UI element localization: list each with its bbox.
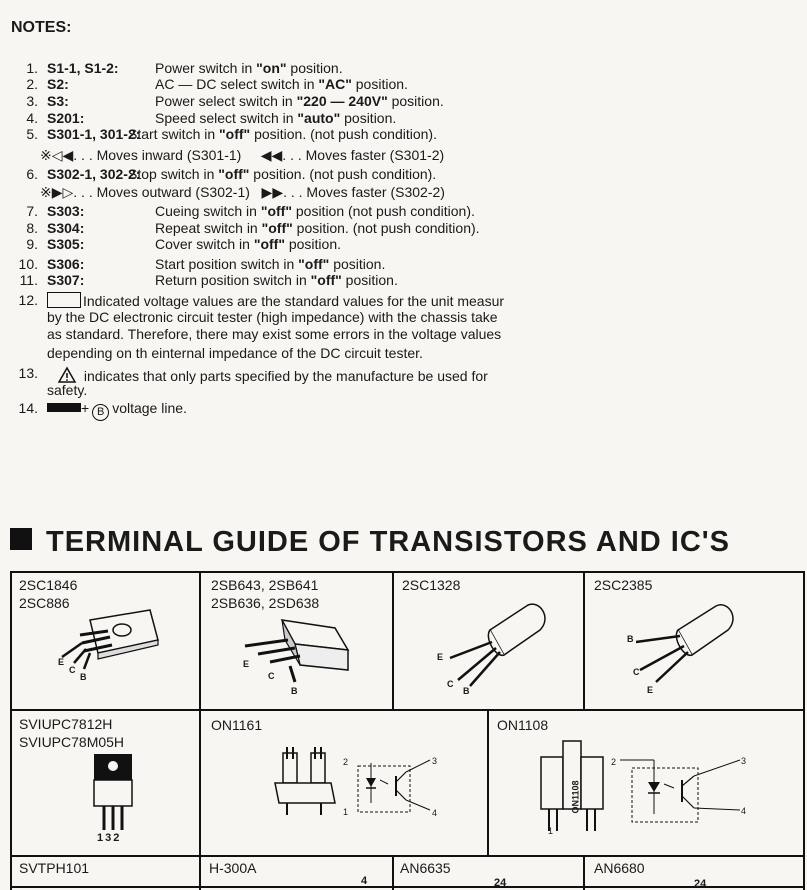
- part-number: 2SC1846: [19, 577, 78, 593]
- pin-label: B: [80, 672, 87, 682]
- pin-number: 4: [361, 875, 368, 887]
- b-circle-icon: B: [92, 404, 109, 421]
- note-number: 6.: [26, 166, 38, 182]
- note-number: 12.: [18, 292, 38, 308]
- plus-sign: +: [81, 400, 90, 416]
- desc-text: Cover switch in: [155, 236, 254, 252]
- switch-label: S201:: [47, 110, 85, 126]
- transistor-to92-drawing: [630, 600, 750, 695]
- cell-sviupc7812h: [19, 715, 124, 751]
- body-label: ON1108: [570, 780, 581, 814]
- part-number: AN6635: [400, 860, 451, 876]
- desc-text: position.: [284, 236, 342, 252]
- note-number: 10.: [18, 256, 38, 272]
- b-voltage-line-icon: [47, 403, 81, 412]
- switch-label: S303:: [47, 203, 85, 219]
- cell-an6635: [400, 859, 451, 877]
- desc-text: Speed select switch in: [155, 110, 298, 126]
- note-number: 13.: [18, 365, 38, 381]
- table-divider: [392, 571, 394, 710]
- cell-2sc2385: [594, 576, 652, 594]
- switch-description: [155, 110, 396, 126]
- cell-on1108: [497, 716, 548, 734]
- warning-triangle-icon: [58, 367, 76, 383]
- pin-label: C: [633, 667, 640, 677]
- pin-number: 3: [432, 756, 438, 766]
- switch-position: "220 — 240V": [296, 93, 388, 109]
- part-number: ON1161: [211, 717, 263, 733]
- note-13-line-2: safety.: [47, 382, 88, 398]
- part-number: SVIUPC78M05H: [19, 734, 125, 750]
- desc-text: Return position switch in: [155, 272, 311, 288]
- pin-number: 1: [548, 826, 554, 836]
- optocoupler-schematic: [620, 758, 750, 828]
- pin-label: C: [69, 665, 76, 675]
- desc-text: position. (not push condition).: [250, 126, 437, 142]
- pin-number: 1: [343, 807, 349, 817]
- pin-label: E: [243, 659, 250, 669]
- switch-label: S307:: [47, 272, 85, 288]
- table-divider: [583, 571, 585, 710]
- desc-text: Power switch in: [155, 60, 257, 76]
- switch-description: [155, 60, 343, 76]
- note-12-line-1: Indicated voltage values are the standard values for the unit measur: [83, 293, 505, 309]
- desc-text: Power select switch in: [155, 93, 297, 109]
- switch-position: "on": [256, 60, 287, 76]
- notes-title: NOTES:: [11, 19, 72, 36]
- pin-label: E: [437, 652, 444, 662]
- cell-2sb643: [211, 576, 319, 612]
- part-number: ON1108: [497, 717, 549, 733]
- part-number: 2SB636, 2SD638: [211, 595, 320, 611]
- switch-label: S1-1, S1-2:: [47, 60, 119, 76]
- switch-description: [128, 126, 437, 142]
- desc-text: position.: [387, 93, 444, 109]
- desc-text: position.: [340, 110, 397, 126]
- transistor-to126-drawing: [50, 605, 170, 690]
- part-number: 2SC886: [19, 595, 70, 611]
- table-divider: [583, 855, 585, 890]
- cell-h300a: [209, 859, 256, 877]
- switch-label: S2:: [47, 76, 69, 92]
- switch-description: [155, 236, 341, 252]
- switch-label: S301-1, 301-2:: [47, 126, 141, 142]
- switch-position: "off": [219, 126, 251, 142]
- part-number: 2SC1328: [402, 577, 461, 593]
- note-number: 11.: [19, 272, 38, 288]
- pin-number: 2: [343, 757, 349, 767]
- pin-label: B: [463, 686, 470, 696]
- desc-text: AC — DC select switch in: [155, 76, 319, 92]
- pin-number: 3: [741, 756, 747, 766]
- switch-description: [128, 166, 436, 182]
- note-number: 8.: [26, 220, 38, 236]
- desc-text: Start position switch in: [155, 256, 299, 272]
- note-5-legend: ※◁◀. . . Moves inward (S301-1) ◀◀. . . Moves faster (S301-2): [40, 147, 445, 163]
- pin-label: B: [627, 634, 634, 644]
- pin-number: 24: [494, 877, 507, 889]
- note-number: 9.: [26, 236, 38, 252]
- switch-position: "AC": [318, 76, 352, 92]
- switch-position: "off": [218, 166, 250, 182]
- switch-position: "off": [298, 256, 330, 272]
- section-title: [10, 526, 730, 559]
- optocoupler-schematic: [350, 756, 438, 818]
- desc-text: position.: [351, 76, 408, 92]
- note-number: 14.: [18, 400, 38, 416]
- cell-an6680: [594, 859, 645, 877]
- switch-description: [155, 203, 475, 219]
- desc-text: position. (not push condition).: [249, 166, 437, 182]
- note-13-line-1: indicates that only parts specified by the manufacture be used for: [83, 368, 488, 384]
- switch-description: [155, 76, 408, 92]
- desc-text: Start switch in: [128, 126, 220, 142]
- pin-number: 2: [611, 757, 617, 767]
- part-number: 2SB643, 2SB641: [211, 577, 319, 593]
- part-number: H-300A: [209, 860, 257, 876]
- cell-on1161: [211, 716, 262, 734]
- note-number: 2.: [26, 76, 38, 92]
- note-12-line-3: as standard. Therefore, there may exist some errors in the voltage values: [47, 326, 502, 342]
- switch-description: [155, 256, 385, 272]
- table-divider: [199, 571, 201, 710]
- switch-label: S3:: [47, 93, 69, 109]
- pin-number: 4: [741, 806, 747, 816]
- switch-label: S305:: [47, 236, 85, 252]
- table-divider: [199, 709, 201, 890]
- switch-position: "off": [260, 203, 292, 219]
- pin-label: C: [447, 679, 454, 689]
- note-6-legend: ※▶▷. . . Moves outward (S302-1) ▶▶. . . Moves faster (S302-2): [40, 184, 445, 200]
- switch-position: "auto": [297, 110, 341, 126]
- switch-position: "off": [253, 236, 285, 252]
- indicator-box-icon: [47, 292, 81, 308]
- pin-number: 4: [432, 808, 438, 818]
- part-number: SVTPH101: [19, 860, 90, 876]
- photo-interrupter-drawing: [265, 745, 345, 820]
- switch-position: "off": [310, 272, 342, 288]
- regulator-ic-drawing: [88, 752, 138, 842]
- note-number: 7.: [26, 203, 38, 219]
- desc-text: position.: [341, 272, 398, 288]
- pin-label: E: [647, 685, 654, 695]
- switch-label: S306:: [47, 256, 85, 272]
- pin-label: E: [58, 657, 65, 667]
- section-title-text: TERMINAL GUIDE OF TRANSISTORS AND IC'S: [46, 526, 731, 558]
- switch-description: [155, 272, 398, 288]
- switch-description: [155, 220, 480, 236]
- part-number: SVIUPC7812H: [19, 716, 113, 732]
- desc-text: Repeat switch in: [155, 220, 262, 236]
- switch-label: S302-1, 302-2:: [47, 166, 141, 182]
- note-number: 4.: [26, 110, 38, 126]
- table-divider: [487, 709, 489, 857]
- table-bottom-edge: [10, 886, 805, 888]
- note-number: 5.: [26, 126, 38, 142]
- table-divider: [10, 709, 805, 711]
- note-number: 1.: [26, 60, 38, 76]
- pin-number: 24: [694, 878, 707, 890]
- square-bullet-icon: [10, 528, 32, 550]
- desc-text: position (not push condition).: [291, 203, 475, 219]
- switch-label: S304:: [47, 220, 85, 236]
- desc-text: position.: [329, 256, 386, 272]
- note-number: 3.: [26, 93, 38, 109]
- pin-label: C: [268, 671, 275, 681]
- note-12-line-4: depending on th einternal impedance of the DC circuit tester.: [47, 345, 423, 361]
- transistor-power-drawing: [240, 610, 360, 695]
- switch-description: [155, 93, 444, 109]
- pin-label: B: [291, 686, 298, 696]
- switch-position: "off": [261, 220, 293, 236]
- part-number: AN6680: [594, 860, 645, 876]
- table-divider: [392, 855, 394, 890]
- pin-label: 132: [97, 832, 122, 844]
- part-number: 2SC2385: [594, 577, 653, 593]
- cell-svtph101: [19, 859, 89, 877]
- desc-text: Stop switch in: [128, 166, 219, 182]
- desc-text: position.: [286, 60, 343, 76]
- desc-text: Cueing switch in: [155, 203, 261, 219]
- note-12-line-2: by the DC electronic circuit tester (high impedance) with the chassis take: [47, 309, 498, 325]
- note-14-text: voltage line.: [112, 400, 187, 416]
- transistor-to92-drawing: [440, 600, 560, 695]
- cell-2sc1328: [402, 576, 460, 594]
- table-divider: [10, 855, 805, 857]
- desc-text: position. (not push condition).: [292, 220, 480, 236]
